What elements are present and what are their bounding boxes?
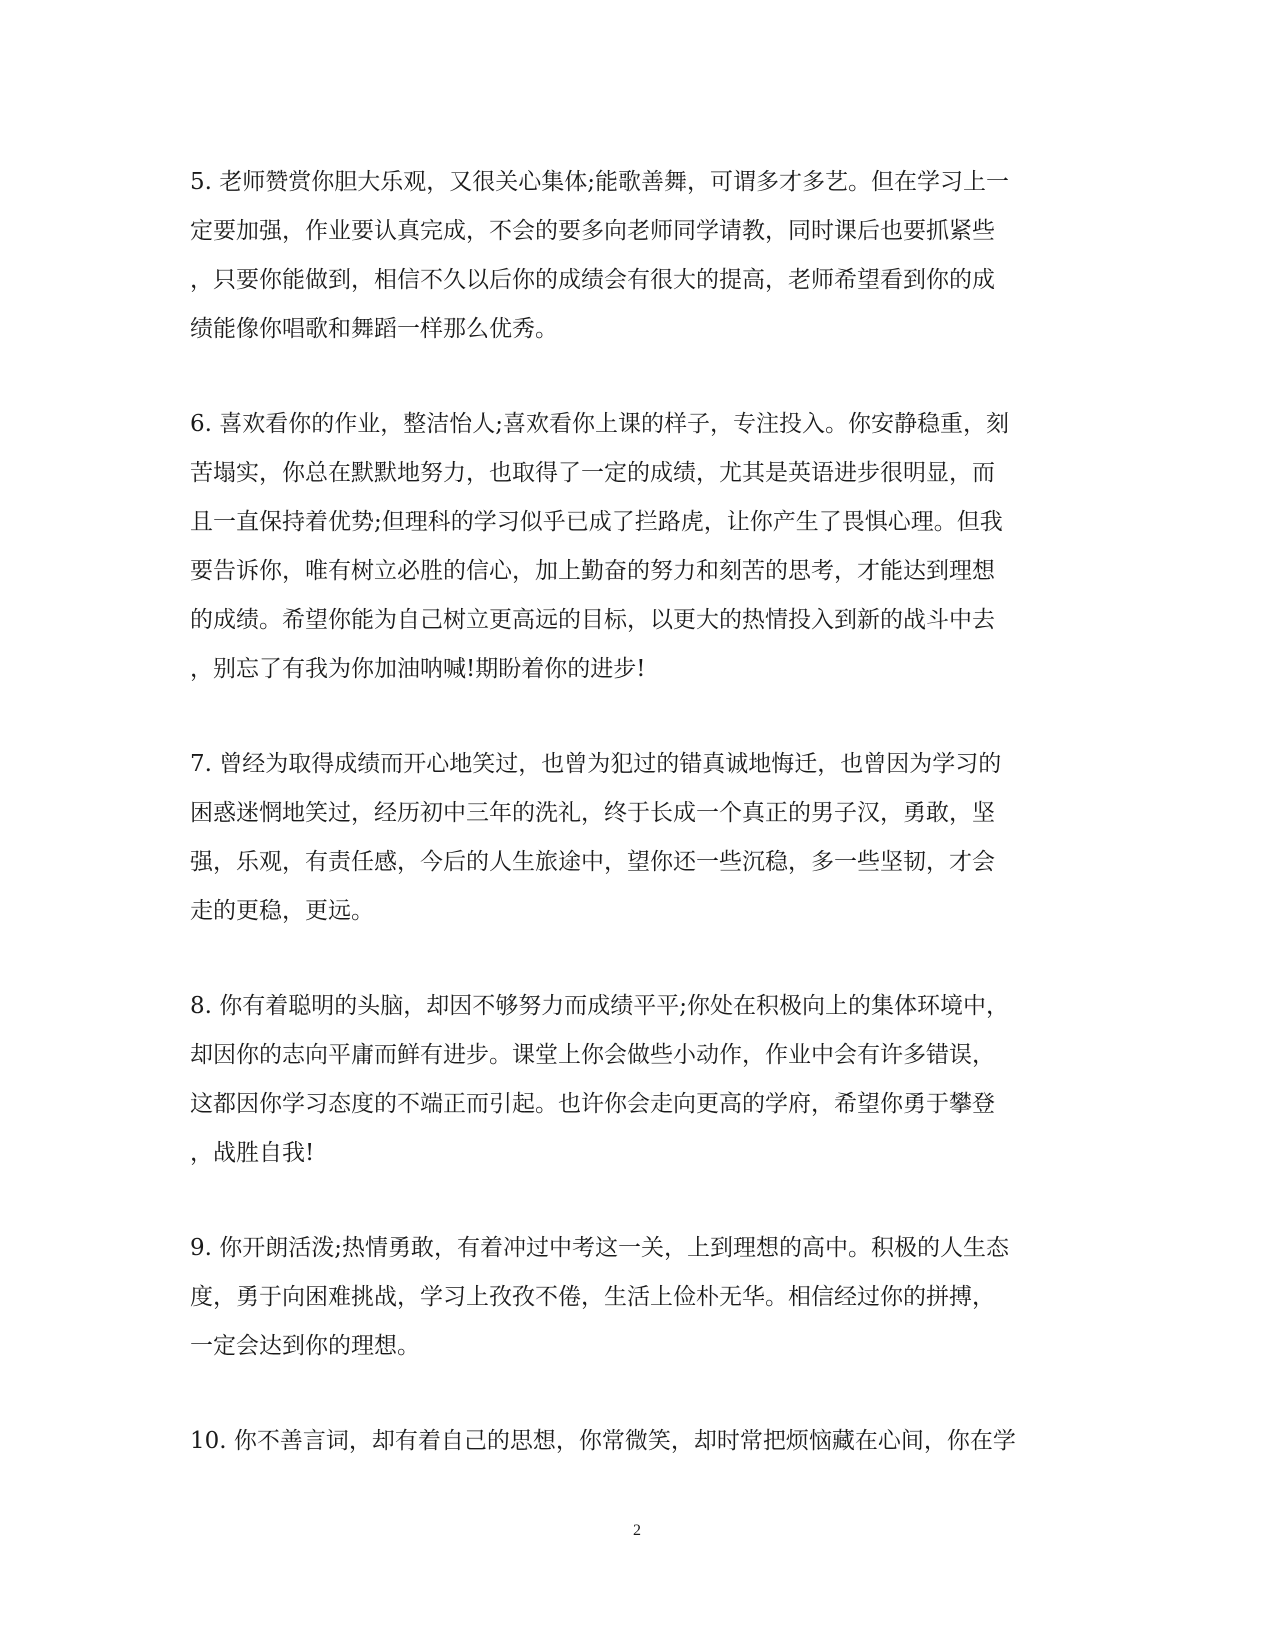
text-line: ，只要你能做到，相信不久以后你的成绩会有很大的提高，老师希望看到你的成 <box>190 267 995 293</box>
text-line: 度，勇于向困难挑战，学习上孜孜不倦，生活上俭朴无华。相信经过你的拼搏， <box>190 1284 995 1310</box>
text-line: 却因你的志向平庸而鲜有进步。课堂上你会做些小动作，作业中会有许多错误， <box>190 1042 995 1068</box>
comment-paragraph-9 <box>190 1224 1080 1371</box>
comment-paragraph-7 <box>190 740 1080 936</box>
text-line: 定要加强，作业要认真完成，不会的要多向老师同学请教，同时课后也要抓紧些 <box>190 218 995 244</box>
text-line: ，战胜自我! <box>190 1140 315 1166</box>
text-line: 要告诉你，唯有树立必胜的信心，加上勤奋的努力和刻苦的思考，才能达到理想 <box>190 558 995 584</box>
text-line: 走的更稳，更远。 <box>190 898 374 924</box>
text-line: 且一直保持着优势;但理科的学习似乎已成了拦路虎，让你产生了畏惧心理。但我 <box>190 509 1003 535</box>
text-line: 7. 曾经为取得成绩而开心地笑过，也曾为犯过的错真诚地悔迁，也曾因为学习的 <box>190 751 1002 777</box>
text-line: 8. 你有着聪明的头脑，却因不够努力而成绩平平;你处在积极向上的集体环境中， <box>190 993 1010 1019</box>
comment-paragraph-8 <box>190 982 1080 1178</box>
text-line: 绩能像你唱歌和舞蹈一样那么优秀。 <box>190 316 558 342</box>
comment-paragraph-6 <box>190 400 1080 694</box>
text-line: 的成绩。希望你能为自己树立更高远的目标，以更大的热情投入到新的战斗中去 <box>190 607 995 633</box>
text-line: 这都因你学习态度的不端正而引起。也许你会走向更高的学府，希望你勇于攀登 <box>190 1091 995 1117</box>
text-line: 10. 你不善言词，却有着自己的思想，你常微笑，却时常把烦恼藏在心间，你在学 <box>190 1428 1016 1454</box>
text-line: 强，乐观，有责任感，今后的人生旅途中，望你还一些沉稳，多一些坚韧，才会 <box>190 849 995 875</box>
document-body <box>190 158 1080 1512</box>
text-line: ，别忘了有我为你加油呐喊!期盼着你的进步! <box>190 656 646 682</box>
text-line: 苦塌实，你总在默默地努力，也取得了一定的成绩，尤其是英语进步很明显，而 <box>190 460 995 486</box>
page-number: 2 <box>633 1522 641 1539</box>
comment-paragraph-5 <box>190 158 1080 354</box>
text-line: 6. 喜欢看你的作业，整洁怡人;喜欢看你上课的样子，专注投入。你安静稳重，刻 <box>190 411 1010 437</box>
text-line: 9. 你开朗活泼;热情勇敢，有着冲过中考这一关，上到理想的高中。积极的人生态 <box>190 1235 1010 1261</box>
text-line: 困惑迷惘地笑过，经历初中三年的洗礼，终于长成一个真正的男子汉，勇敢，坚 <box>190 800 995 826</box>
text-line: 一定会达到你的理想。 <box>190 1333 420 1359</box>
comment-paragraph-10 <box>190 1417 1080 1466</box>
text-line: 5. 老师赞赏你胆大乐观，又很关心集体;能歌善舞，可谓多才多艺。但在学习上一 <box>190 169 1010 195</box>
